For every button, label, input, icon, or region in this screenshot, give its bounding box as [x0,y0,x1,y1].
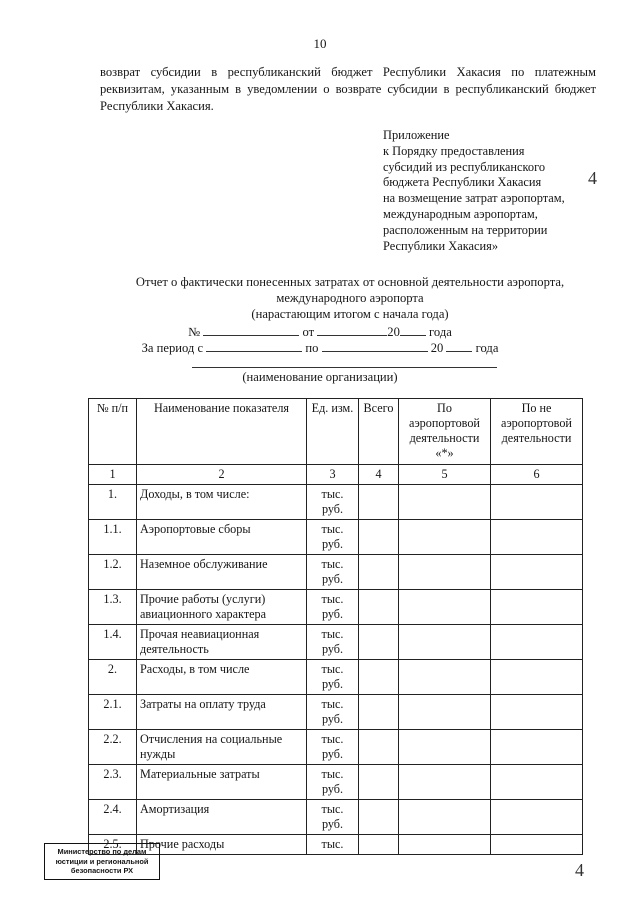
row-unit: тыс. руб. [307,800,359,835]
cell-non-airport-activity [491,485,583,520]
column-number-row [89,465,583,485]
period-end-blank [322,339,428,352]
year-prefix: 20 [387,325,400,339]
row-number: 2. [89,660,137,695]
row-unit: тыс. [307,835,359,855]
row-number: 2.5. [89,835,137,855]
col-header: По не аэропортовой деятельности [491,399,583,465]
cell-airport-activity [399,520,491,555]
row-number: 1.1. [89,520,137,555]
col-header: Наименование показателя [137,399,307,465]
cell-non-airport-activity [491,520,583,555]
margin-mark: 4 [588,168,597,188]
cell-airport-activity [399,730,491,765]
table-row [89,590,583,625]
cell-airport-activity [399,590,491,625]
row-indicator-name: Отчисления на социальные нужды [137,730,307,765]
appendix-block [383,128,603,254]
table-row [89,660,583,695]
row-indicator-name: Амортизация [137,800,307,835]
appendix-line: международным аэропортам, [383,206,538,221]
row-number: 2.1. [89,695,137,730]
row-number: 2.3. [89,765,137,800]
appendix-line: бюджета Республики Хакасия [383,175,542,190]
row-number: 1.4. [89,625,137,660]
cell-non-airport-activity [491,800,583,835]
cell-total [359,485,399,520]
column-number: 2 [137,465,307,485]
intro-paragraph: возврат субсидии в республиканский бюджет Республики Хакасия по платежным реквизитам, указанным в уведомлении о возврате субсидии в республиканский бюджет Республики Хакасия. [100,65,596,113]
row-indicator-name: Затраты на оплату труда [137,695,307,730]
from-label: от [302,325,315,339]
year-blank [400,323,426,336]
period-year-blank [446,339,472,352]
cell-airport-activity [399,695,491,730]
appendix-line: расположенным на территории [383,222,548,237]
cell-non-airport-activity [491,555,583,590]
year-label: года [429,325,452,339]
row-number: 1.3. [89,590,137,625]
row-indicator-name: Прочая неавиационная деятельность [137,625,307,660]
period-year-label: года [475,341,499,355]
row-number: 1. [89,485,137,520]
report-table [88,398,583,855]
row-indicator-name: Наземное обслуживание [137,555,307,590]
report-number-line [0,323,640,340]
cell-airport-activity [399,765,491,800]
row-unit: тыс. руб. [307,765,359,800]
cell-total [359,800,399,835]
row-unit: тыс. руб. [307,695,359,730]
period-year-prefix: 20 [430,341,444,355]
row-unit: тыс. руб. [307,730,359,765]
cell-non-airport-activity [491,660,583,695]
table-row [89,730,583,765]
organization-caption: (наименование организации) [242,370,398,384]
cell-airport-activity [399,555,491,590]
period-start-blank [206,339,302,352]
cell-total [359,660,399,695]
table-row [89,835,583,855]
appendix-line: Приложение [383,128,450,142]
row-indicator-name: Аэропортовые сборы [137,520,307,555]
table-row [89,555,583,590]
appendix-line: на возмещение затрат аэропортам, [383,191,565,206]
col-header: № п/п [89,399,137,465]
date-blank [317,323,387,336]
stamp-line: Министерство по делам [57,847,147,856]
cell-non-airport-activity [491,625,583,660]
stamp-line: безопасности РХ [70,866,134,875]
cell-total [359,765,399,800]
cell-non-airport-activity [491,590,583,625]
table-row [89,625,583,660]
row-indicator-name: Материальные затраты [137,765,307,800]
row-unit: тыс. руб. [307,555,359,590]
bottom-mark: 4 [575,860,584,880]
row-indicator-name: Доходы, в том числе: [137,485,307,520]
table-row [89,695,583,730]
row-unit: тыс. руб. [307,590,359,625]
ministry-stamp [44,843,160,880]
appendix-line: к Порядку предоставления [383,143,525,158]
report-title-line2: международного аэропорта [276,291,424,305]
report-title [60,274,640,322]
report-title-line1: Отчет о фактически понесенных затратах от основной деятельности аэропорта, [135,275,565,289]
period-line [0,339,640,356]
column-number: 6 [491,465,583,485]
cell-airport-activity [399,660,491,695]
table-row [89,520,583,555]
cell-total [359,555,399,590]
row-indicator-name: Расходы, в том числе [137,660,307,695]
cell-airport-activity [399,625,491,660]
column-number: 5 [399,465,491,485]
table-header-row [89,399,583,465]
column-number: 1 [89,465,137,485]
row-number: 2.4. [89,800,137,835]
row-indicator-name: Прочие расходы [137,835,307,855]
cell-non-airport-activity [491,695,583,730]
row-indicator-name: Прочие работы (услуги) авиационного характера [137,590,307,625]
cell-non-airport-activity [491,835,583,855]
table-row [89,800,583,835]
row-unit: тыс. руб. [307,660,359,695]
col-header: Всего [359,399,399,465]
report-title-line3: (нарастающим итогом с начала года) [251,307,449,321]
row-unit: тыс. руб. [307,625,359,660]
page-number: 10 [313,36,327,51]
cell-airport-activity [399,485,491,520]
row-unit: тыс. руб. [307,520,359,555]
organization-line [192,367,497,368]
appendix-line: Республики Хакасия» [383,238,499,253]
cell-non-airport-activity [491,730,583,765]
row-number: 2.2. [89,730,137,765]
period-label: За период с [141,341,204,355]
cell-total [359,695,399,730]
period-to: по [305,341,319,355]
col-header: По аэропортовой деятельности «*» [399,399,491,465]
column-number: 3 [307,465,359,485]
cell-total [359,590,399,625]
table-row [89,485,583,520]
cell-total [359,730,399,765]
stamp-line: юстиции и региональной [55,856,149,866]
appendix-line: субсидий из республиканского [383,159,546,174]
row-unit: тыс. руб. [307,485,359,520]
cell-airport-activity [399,835,491,855]
cell-non-airport-activity [491,765,583,800]
number-prefix: № [188,325,201,339]
cell-airport-activity [399,800,491,835]
cell-total [359,625,399,660]
cell-total [359,835,399,855]
column-number: 4 [359,465,399,485]
number-blank [203,323,299,336]
table-row [89,765,583,800]
cell-total [359,520,399,555]
row-number: 1.2. [89,555,137,590]
col-header: Ед. изм. [307,399,359,465]
